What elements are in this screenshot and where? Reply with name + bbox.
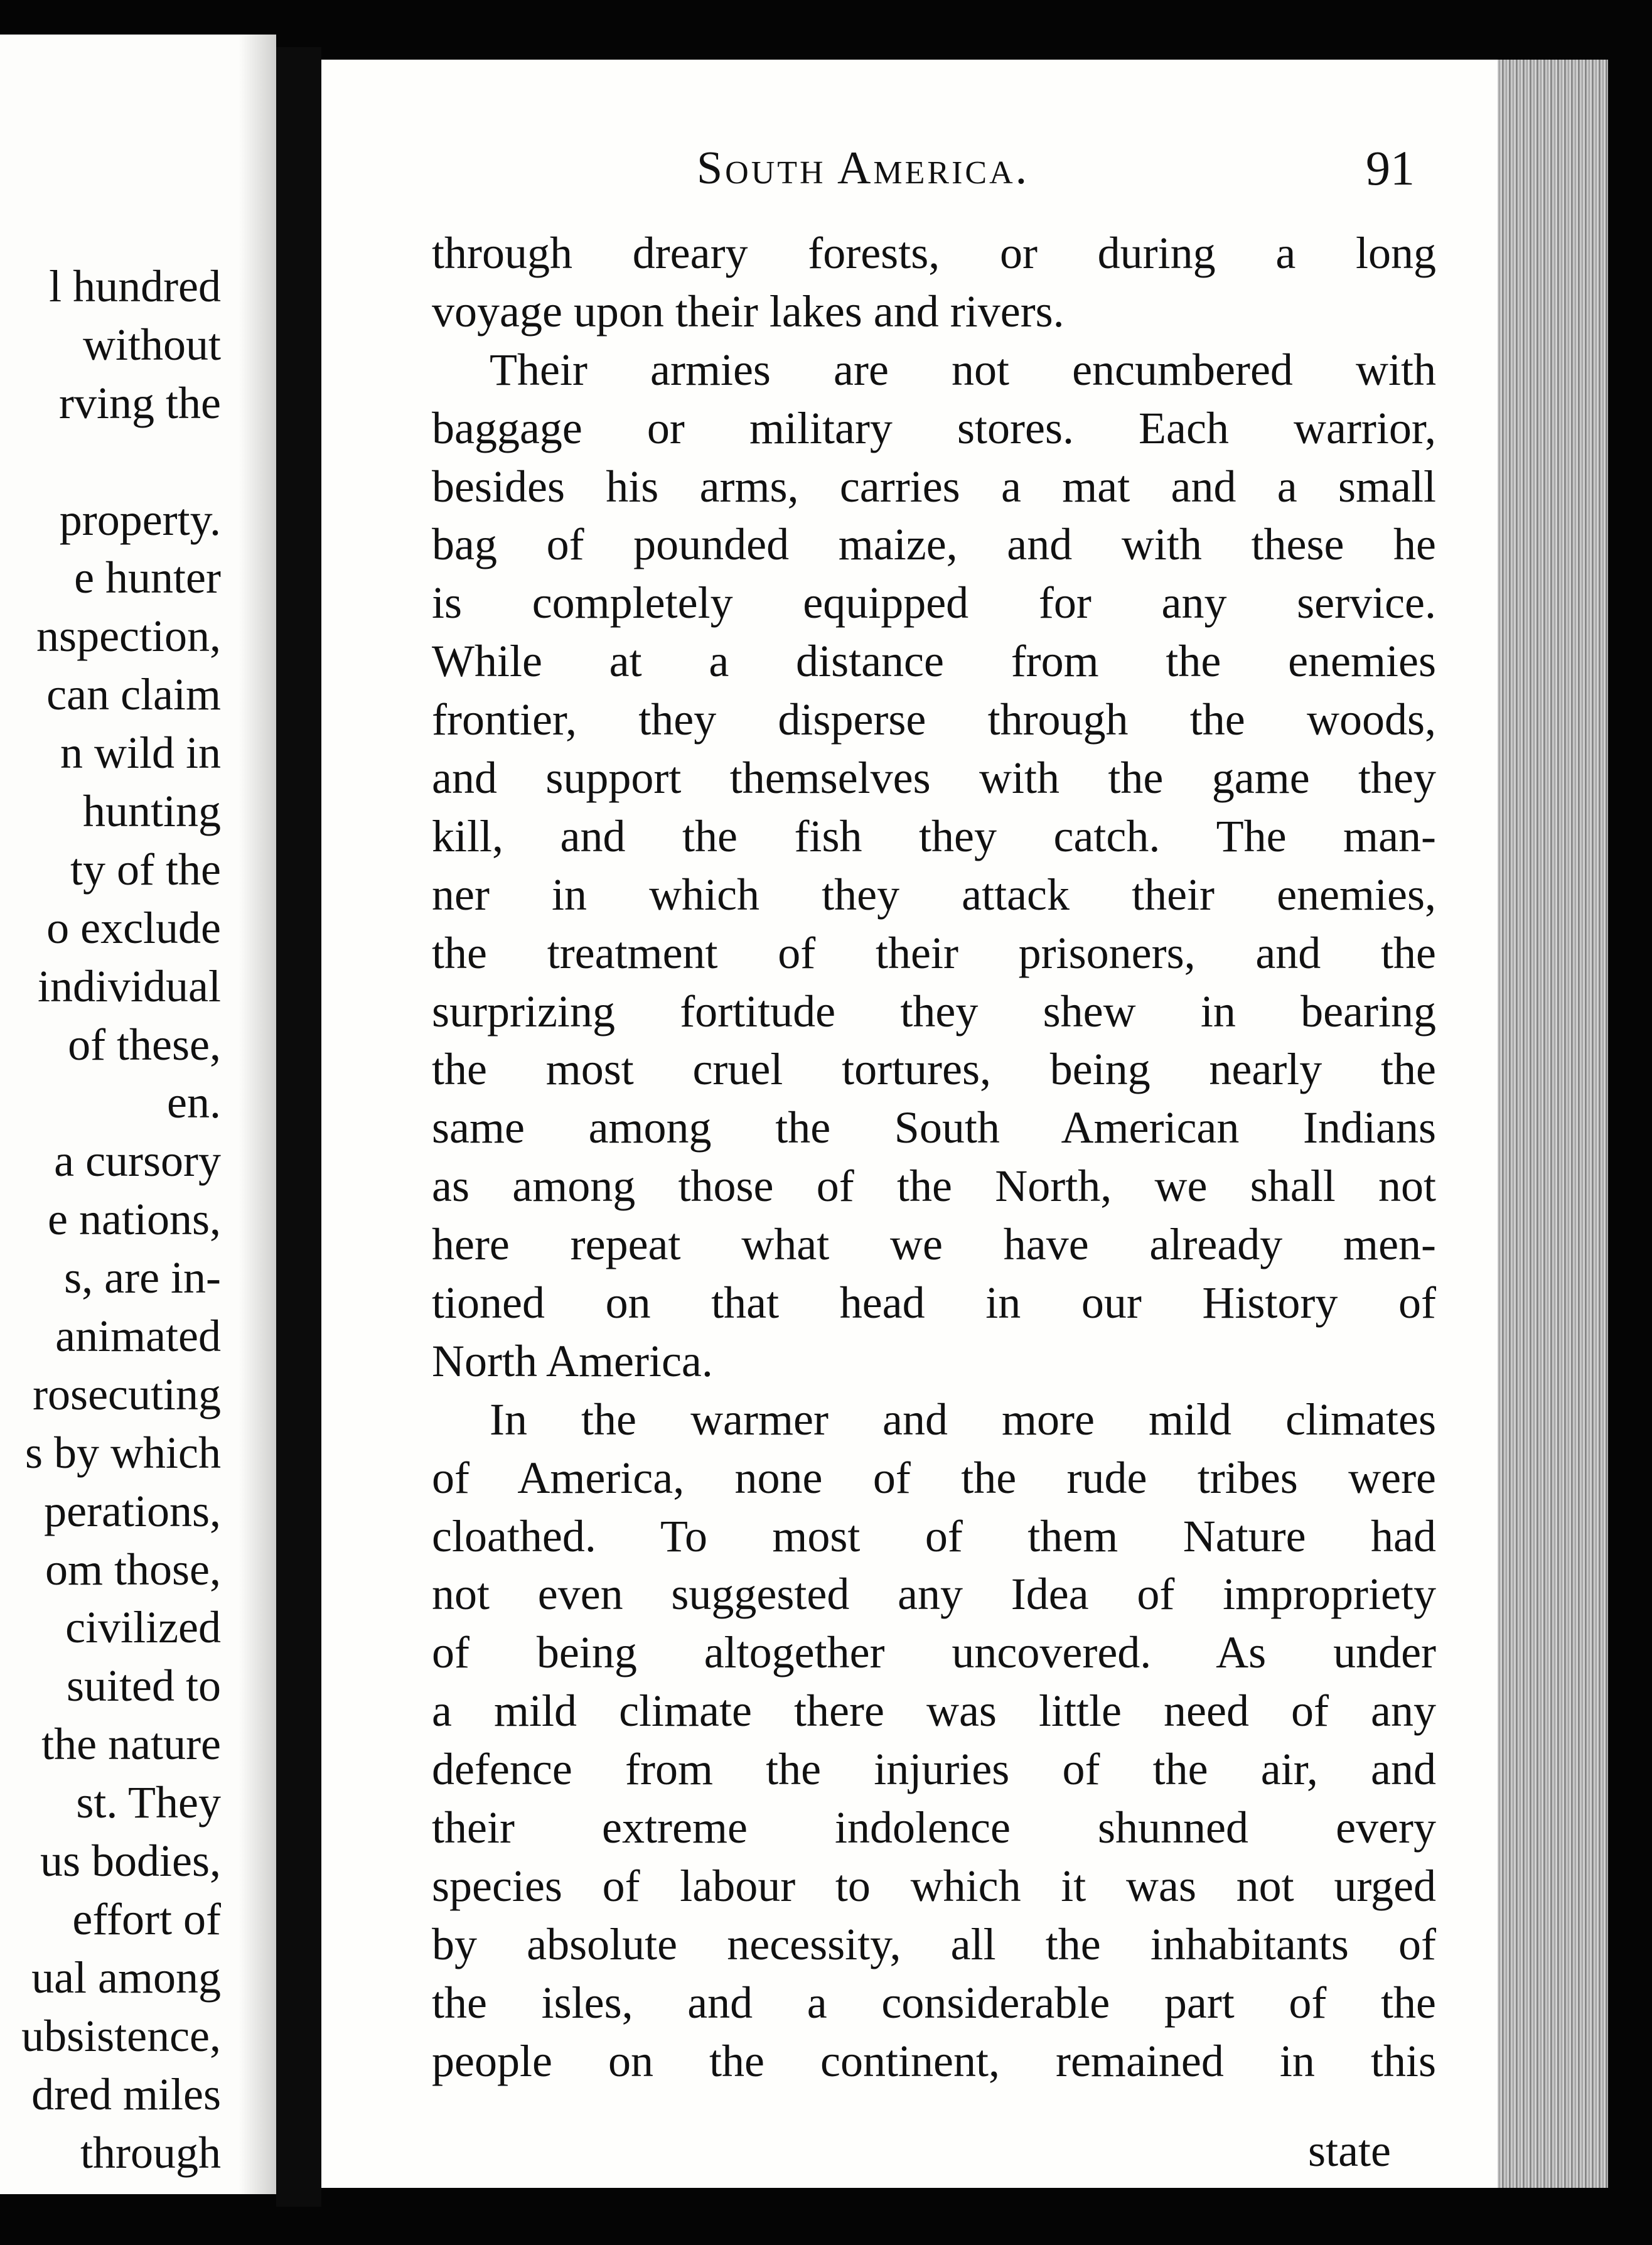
text-line: the treatment of their prisoners, and the <box>432 927 1436 978</box>
text-line: a mild climate there was little need of any <box>432 1686 1436 1736</box>
left-page-line: l hundred <box>49 261 221 311</box>
left-page-line: o exclude <box>46 902 221 953</box>
text-line: the most cruel tortures, being nearly the <box>432 1044 1436 1095</box>
left-page-line: s by which <box>25 1427 221 1478</box>
left-page-line: can claim <box>46 669 221 720</box>
text-line: their extreme indolence shunned every <box>432 1802 1436 1853</box>
left-page-line: n wild in <box>60 728 221 778</box>
left-page-line: animated <box>55 1311 221 1362</box>
left-page-line: without <box>82 319 221 370</box>
text-line: here repeat what we have already men- <box>432 1219 1436 1270</box>
left-page-line: the nature <box>41 1719 221 1770</box>
text-line: not even suggested any Idea of impropriety <box>432 1569 1436 1620</box>
left-page-line: ual among <box>31 1952 221 2003</box>
text-line: through dreary forests, or during a long <box>432 228 1436 278</box>
running-head: South America. <box>697 143 1030 194</box>
text-line: In the warmer and more mild climates <box>490 1394 1436 1445</box>
text-line: surprizing fortitude they shew in bearing <box>432 986 1436 1036</box>
text-line: of being altogether uncovered. As under <box>432 1627 1436 1678</box>
left-page-line: nspection, <box>36 611 221 662</box>
left-page-line: a cursory <box>54 1136 221 1187</box>
page-header <box>321 134 1501 203</box>
left-page-line: effort of <box>72 1893 221 1944</box>
text-line: bag of pounded maize, and with these he <box>432 519 1436 570</box>
text-line: by absolute necessity, all the inhabitants of <box>432 1919 1436 1969</box>
left-page-line <box>21 433 221 491</box>
text-line: While at a distance from the enemies <box>432 636 1436 687</box>
left-page-line: hunting <box>82 786 221 837</box>
left-page-line: en. <box>167 1077 221 1128</box>
page-fore-edge <box>1498 60 1608 2188</box>
text-line: people on the continent, remained in this <box>432 2035 1436 2086</box>
left-facing-page <box>0 35 276 2194</box>
left-page-line: ubsistence, <box>21 2010 221 2061</box>
right-page <box>321 60 1501 2188</box>
catchword: state <box>1308 2126 1391 2176</box>
text-line: of America, none of the rude tribes were <box>432 1452 1436 1503</box>
left-page-line: rosecuting <box>33 1369 221 1419</box>
text-line: kill, and the fish they catch. The man- <box>432 810 1436 861</box>
left-page-line: civilized <box>65 1602 221 1653</box>
left-page-line: s, are in- <box>64 1252 221 1303</box>
text-line: North America. <box>432 1335 713 1386</box>
text-line: defence from the injuries of the air, and <box>432 1744 1436 1795</box>
text-line: Their armies are not encumbered with <box>490 344 1436 395</box>
text-line: voyage upon their lakes and rivers. <box>432 286 1065 336</box>
text-line: cloathed. To most of them Nature had <box>432 1510 1436 1561</box>
text-line: species of labour to which it was not urged <box>432 1860 1436 1911</box>
left-page-line: dred miles <box>31 2069 221 2119</box>
left-page-line: rving the <box>59 377 221 428</box>
left-page-text <box>21 257 221 2182</box>
gutter-shadow <box>239 35 276 2194</box>
left-page-line: of these, <box>68 1019 221 1070</box>
left-page-line: property. <box>59 494 221 545</box>
left-page-line: e hunter <box>74 552 221 603</box>
left-page-line: ty of the <box>70 844 221 895</box>
left-page-line: om those, <box>45 1544 221 1595</box>
text-line: baggage or military stores. Each warrior, <box>432 402 1436 453</box>
body-text <box>432 224 1436 2091</box>
text-line: ner in which they attack their enemies, <box>432 869 1436 920</box>
left-page-line: st. They <box>76 1777 221 1828</box>
book-spine <box>276 47 321 2207</box>
left-page-line: individual <box>38 961 221 1011</box>
left-page-line: perations, <box>44 1485 221 1536</box>
left-page-line: through <box>80 2127 221 2178</box>
text-line: and support themselves with the game they <box>432 753 1436 804</box>
text-line: same among the South American Indians <box>432 1102 1436 1153</box>
page-number: 91 <box>1366 141 1415 195</box>
text-line: as among those of the North, we shall not <box>432 1161 1436 1212</box>
text-line: frontier, they disperse through the woods, <box>432 694 1436 745</box>
text-line: besides his arms, carries a mat and a small <box>432 461 1436 512</box>
left-page-line: suited to <box>67 1661 221 1711</box>
left-page-line: us bodies, <box>40 1836 221 1887</box>
left-page-line: e nations, <box>48 1194 221 1245</box>
text-line: tioned on that head in our History of <box>432 1278 1436 1328</box>
text-line: the isles, and a considerable part of the <box>432 1977 1436 2028</box>
text-line: is completely equipped for any service. <box>432 578 1436 628</box>
